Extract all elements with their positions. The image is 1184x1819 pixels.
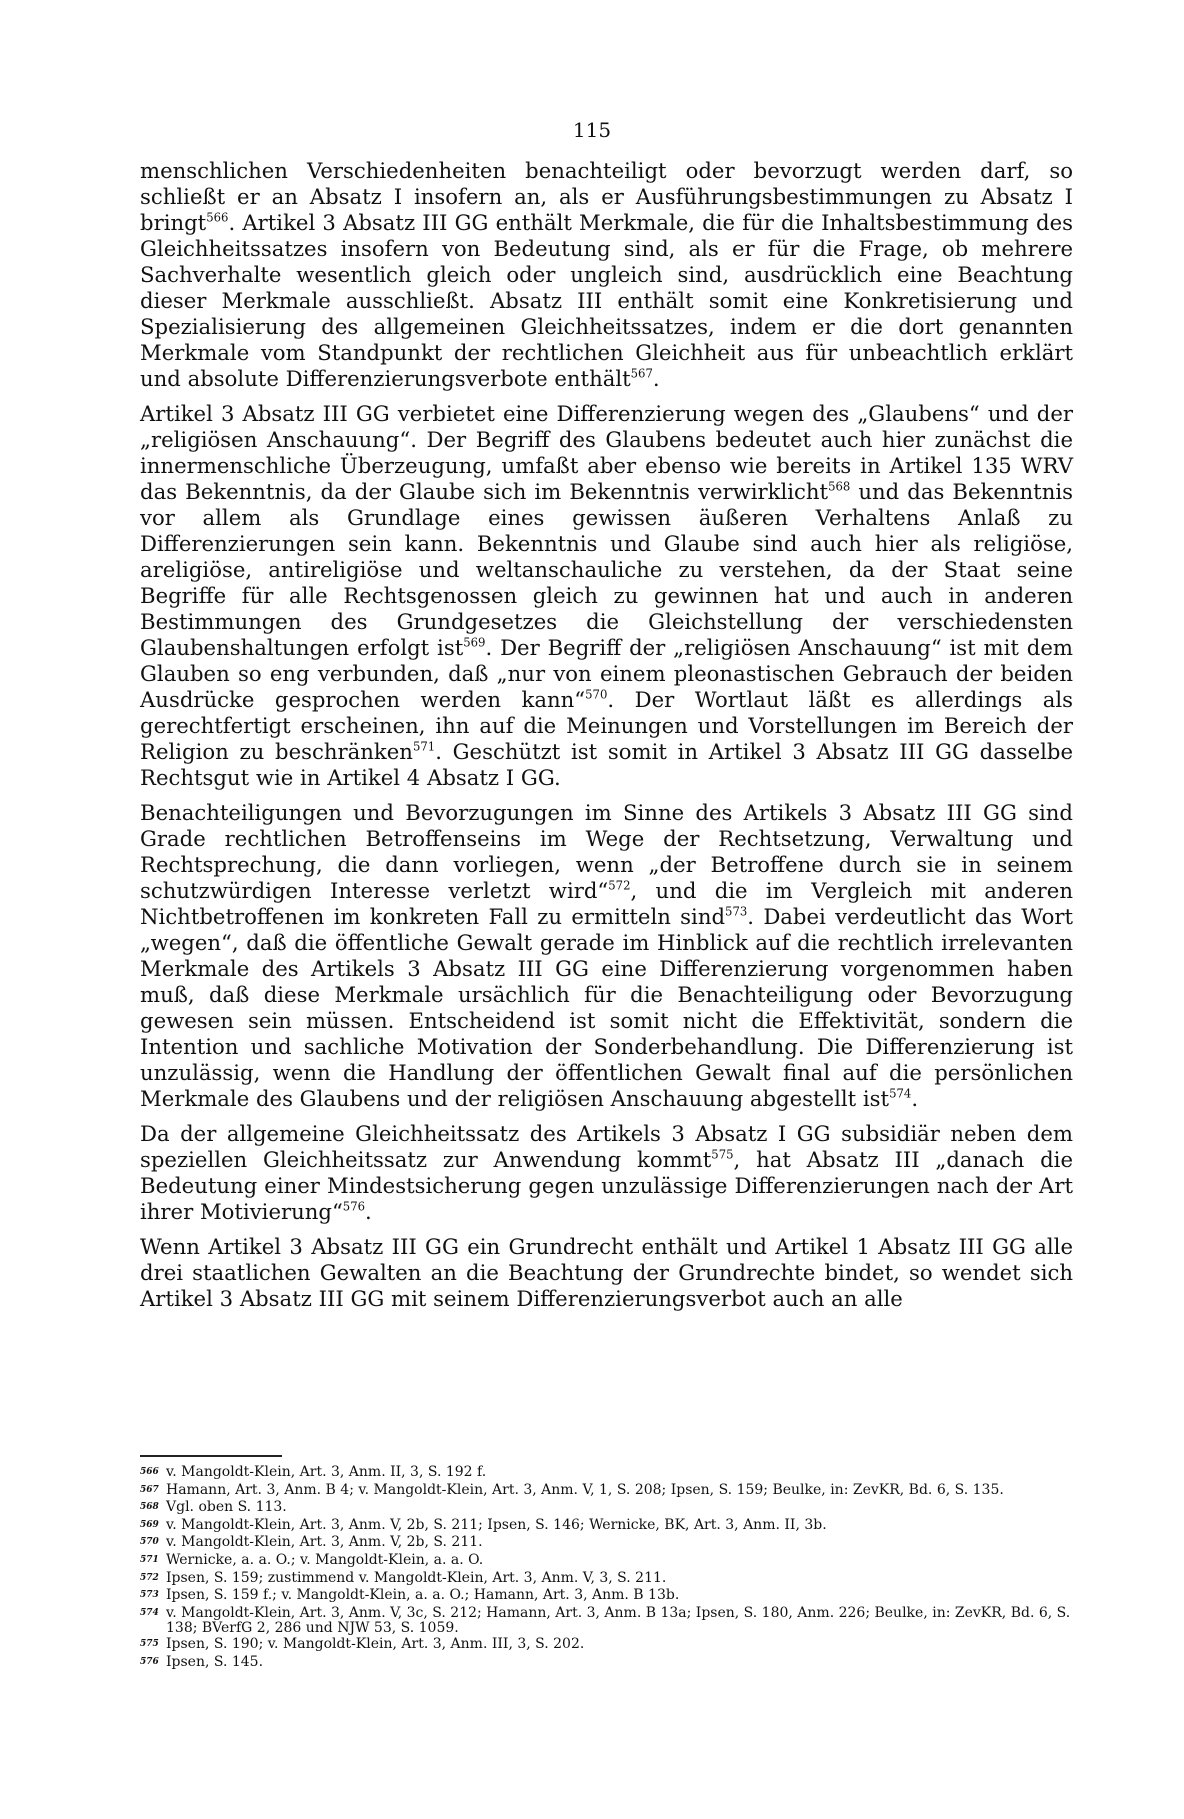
footnote-text: v. Mangoldt-Klein, Art. 3, Anm. V, 3c, S. 212; Hamann, Art. 3, Anm. B 13a; Ipsen, S. 180, Anm. 226; Beulke, in: ZevKR, Bd. 6, S. 138; BVerfG 2, 286 und NJW 53, S. 1059. xyxy=(166,1604,1071,1637)
footnote-ref[interactable]: 569 xyxy=(463,635,486,650)
footnote-ref[interactable]: 572 xyxy=(608,878,631,893)
footnote-number: 571 xyxy=(140,1554,159,1565)
body-text xyxy=(140,158,1073,1321)
footnote-text: Ipsen, S. 159 f.; v. Mangoldt-Klein, a. a. O.; Hamann, Art. 3, Anm. B 13b. xyxy=(166,1587,680,1604)
paragraph-text: . Geschützt ist somit in Artikel 3 Absatz III GG dasselbe Rechtsgut wie in Artikel 4 Absatz I GG. xyxy=(140,739,1073,790)
footnote-text: v. Mangoldt-Klein, Art. 3, Anm. V, 2b, S. 211. xyxy=(166,1534,483,1551)
paragraph-text: Benachteiligungen und Bevorzugungen im Sinne des Artikels 3 Absatz III GG sind Grade rechtlichen Betroffenseins im Wege der Rechtsetzung, Verwaltung und Rechtsprechung, die dann vorliegen, wenn „der Betroffene durch sie in seinem schutzwürdigen Interesse verletzt wird“ xyxy=(140,800,1073,903)
footnote-ref[interactable]: 568 xyxy=(828,479,851,494)
footnote xyxy=(140,1637,1073,1655)
paragraph xyxy=(140,800,1073,1112)
footnote-number: 575 xyxy=(140,1638,159,1649)
footnote xyxy=(140,1535,1073,1553)
paragraph-text: menschlichen Verschiedenheiten benachteiligt oder bevorzugt werden darf, so schließt er an Absatz I insofern an, als er Ausführungsbestimmungen zu Absatz I bringt xyxy=(140,158,1073,235)
paragraph-text: . Dabei verdeutlicht das Wort „wegen“, daß die öffentliche Gewalt gerade im Hinblick auf die rechtlich irrelevanten Merkmale des Artikels 3 Absatz III GG eine Differenzierung vorgenommen haben muß, daß diese Merkmale ursächlich für die Benachteiligung oder Bevorzugung gewesen sein müssen. Entscheidend ist somit nicht die Effektivität, sondern die Intention und sachliche Motivation der Sonderbehandlung. Die Differenzierung ist unzulässig, wenn die Handlung der öffentlichen Gewalt final auf die persönlichen Merkmale des Glaubens und der religiösen Anschauung abgestellt ist xyxy=(140,904,1074,1111)
page-number: 115 xyxy=(572,118,612,142)
footnote-number: 570 xyxy=(140,1537,159,1548)
footnote-text: Ipsen, S. 190; v. Mangoldt-Klein, Art. 3, Anm. III, 3, S. 202. xyxy=(166,1635,585,1652)
paragraph xyxy=(140,1121,1073,1225)
footnote-number: 572 xyxy=(140,1572,159,1583)
footnote-number: 569 xyxy=(140,1519,159,1530)
footnote-ref[interactable]: 576 xyxy=(342,1199,366,1214)
footnote-number: 576 xyxy=(140,1656,159,1667)
footnote-text: Wernicke, a. a. O.; v. Mangoldt-Klein, a. a. O. xyxy=(166,1551,484,1568)
footnote-number: 567 xyxy=(140,1484,159,1495)
footnote-ref[interactable]: 573 xyxy=(725,904,748,919)
paragraph-text: , und die im Vergleich mit anderen Nichtbetroffenen im konkreten Fall zu ermitteln sind xyxy=(140,878,1073,929)
footnote-text: v. Mangoldt-Klein, Art. 3, Anm. V, 2b, S. 211; Ipsen, S. 146; Wernicke, BK, Art. 3, Anm. II, 3b. xyxy=(166,1516,827,1533)
paragraph xyxy=(140,158,1073,392)
paragraph-text: und das Bekenntnis vor allem als Grundlage eines gewissen äußeren Verhaltens Anlaß zu Differenzierungen sein kann. Bekenntnis und Glaube sind auch hier als religiöse, areligiöse, antireligiöse und weltanschauliche zu verstehen, da der Staat seine Begriffe für alle Rechtsgenossen gleich zu gewinnen hat und auch in anderen Bestimmungen des Grundgesetzes die Gleichstellung der verschiedensten Glaubenshaltungen erfolgt ist xyxy=(140,479,1073,660)
paragraph-text: . xyxy=(365,1199,372,1224)
footnote xyxy=(140,1500,1073,1518)
footnote-text: Vgl. oben S. 113. xyxy=(166,1499,287,1516)
paragraph-text: Wenn Artikel 3 Absatz III GG ein Grundrecht enthält und Artikel 1 Absatz III GG alle drei staatlichen Gewalten an die Beachtung der Grundrechte bindet, so wendet sich Artikel 3 Absatz III GG mit seinem Differenzierungsverbot auch an alle xyxy=(140,1234,1073,1311)
paragraph-text: . Der Begriff der „religiösen Anschauung“ ist mit dem Glauben so eng verbunden, daß „nur von einem pleonastischen Gebrauch der beiden Ausdrücke gesprochen werden kann“ xyxy=(140,635,1073,712)
footnote xyxy=(140,1571,1073,1589)
footnote-separator xyxy=(140,1455,282,1457)
footnote xyxy=(140,1483,1073,1501)
footnote-text: v. Mangoldt-Klein, Art. 3, Anm. II, 3, S. 192 f. xyxy=(166,1464,487,1480)
paragraph-text: . Der Wortlaut läßt es allerdings als gerechtfertigt erscheinen, ihn auf die Meinungen und Vorstellungen im Bereich der Religion zu beschränken xyxy=(140,687,1073,764)
footnote-number: 568 xyxy=(140,1502,159,1513)
footnote-ref[interactable]: 570 xyxy=(585,687,608,702)
footnote-ref[interactable]: 574 xyxy=(889,1086,912,1101)
footnote-text: Ipsen, S. 145. xyxy=(166,1653,264,1670)
footnote xyxy=(140,1465,1073,1483)
paragraph-text: . Artikel 3 Absatz III GG enthält Merkmale, die für die Inhaltsbestimmung des Gleichheitssatzes insofern von Bedeutung sind, als er für die Frage, ob mehrere Sachverhalte wesentlich gleich oder ungleich sind, ausdrücklich eine Beachtung dieser Merkmale ausschließt. Absatz III enthält somit eine Konkretisierung und Spezialisierung des allgemeinen Gleichheitssatzes, indem er die dort genannten Merkmale vom Standpunkt der rechtlichen Gleichheit aus für unbeachtlich erklärt und absolute Differenzierungsverbote enthält xyxy=(140,210,1073,391)
footnote-ref[interactable]: 566 xyxy=(206,210,229,225)
paragraph xyxy=(140,401,1073,791)
paragraph-text: . xyxy=(652,366,660,391)
footnote xyxy=(140,1518,1073,1536)
footnote xyxy=(140,1588,1073,1606)
footnote xyxy=(140,1553,1073,1571)
footnotes xyxy=(140,1465,1073,1672)
footnote-number: 573 xyxy=(140,1590,159,1601)
footnote-text: Hamann, Art. 3, Anm. B 4; v. Mangoldt-Klein, Art. 3, Anm. V, 1, S. 208; Ipsen, S. 159; Beulke, in: ZevKR, Bd. 6, S. 135. xyxy=(166,1481,1004,1498)
footnote xyxy=(140,1606,1073,1637)
paragraph-text: . xyxy=(911,1086,919,1111)
paragraph-text: , hat Absatz III „danach die Bedeutung einer Mindestsicherung gegen unzulässige Differenzierungen nach der Art ihrer Motivierung“ xyxy=(140,1147,1073,1224)
paragraph-text: Artikel 3 Absatz III GG verbietet eine Differenzierung wegen des „Glaubens“ und der „religiösen Anschauung“. Der Begriff des Glaubens bedeutet auch hier zunächst die innermenschliche Überzeugung, umfaßt aber ebenso wie bereits in Artikel 135 WRV das Bekenntnis, da der Glaube sich im Bekenntnis verwirklicht xyxy=(140,401,1073,504)
footnote-ref[interactable]: 567 xyxy=(630,366,653,381)
footnote-number: 566 xyxy=(140,1467,159,1477)
footnote-text: Ipsen, S. 159; zustimmend v. Mangoldt-Klein, Art. 3, Anm. V, 3, S. 211. xyxy=(166,1569,667,1586)
footnote-number: 574 xyxy=(140,1607,159,1618)
footnote-ref[interactable]: 571 xyxy=(412,739,436,754)
paragraph xyxy=(140,1234,1073,1312)
paragraph-text: Da der allgemeine Gleichheitssatz des Artikels 3 Absatz I GG subsidiär neben dem speziellen Gleichheitssatz zur Anwendung kommt xyxy=(140,1121,1073,1172)
footnote xyxy=(140,1655,1073,1673)
footnote-ref[interactable]: 575 xyxy=(711,1147,734,1162)
